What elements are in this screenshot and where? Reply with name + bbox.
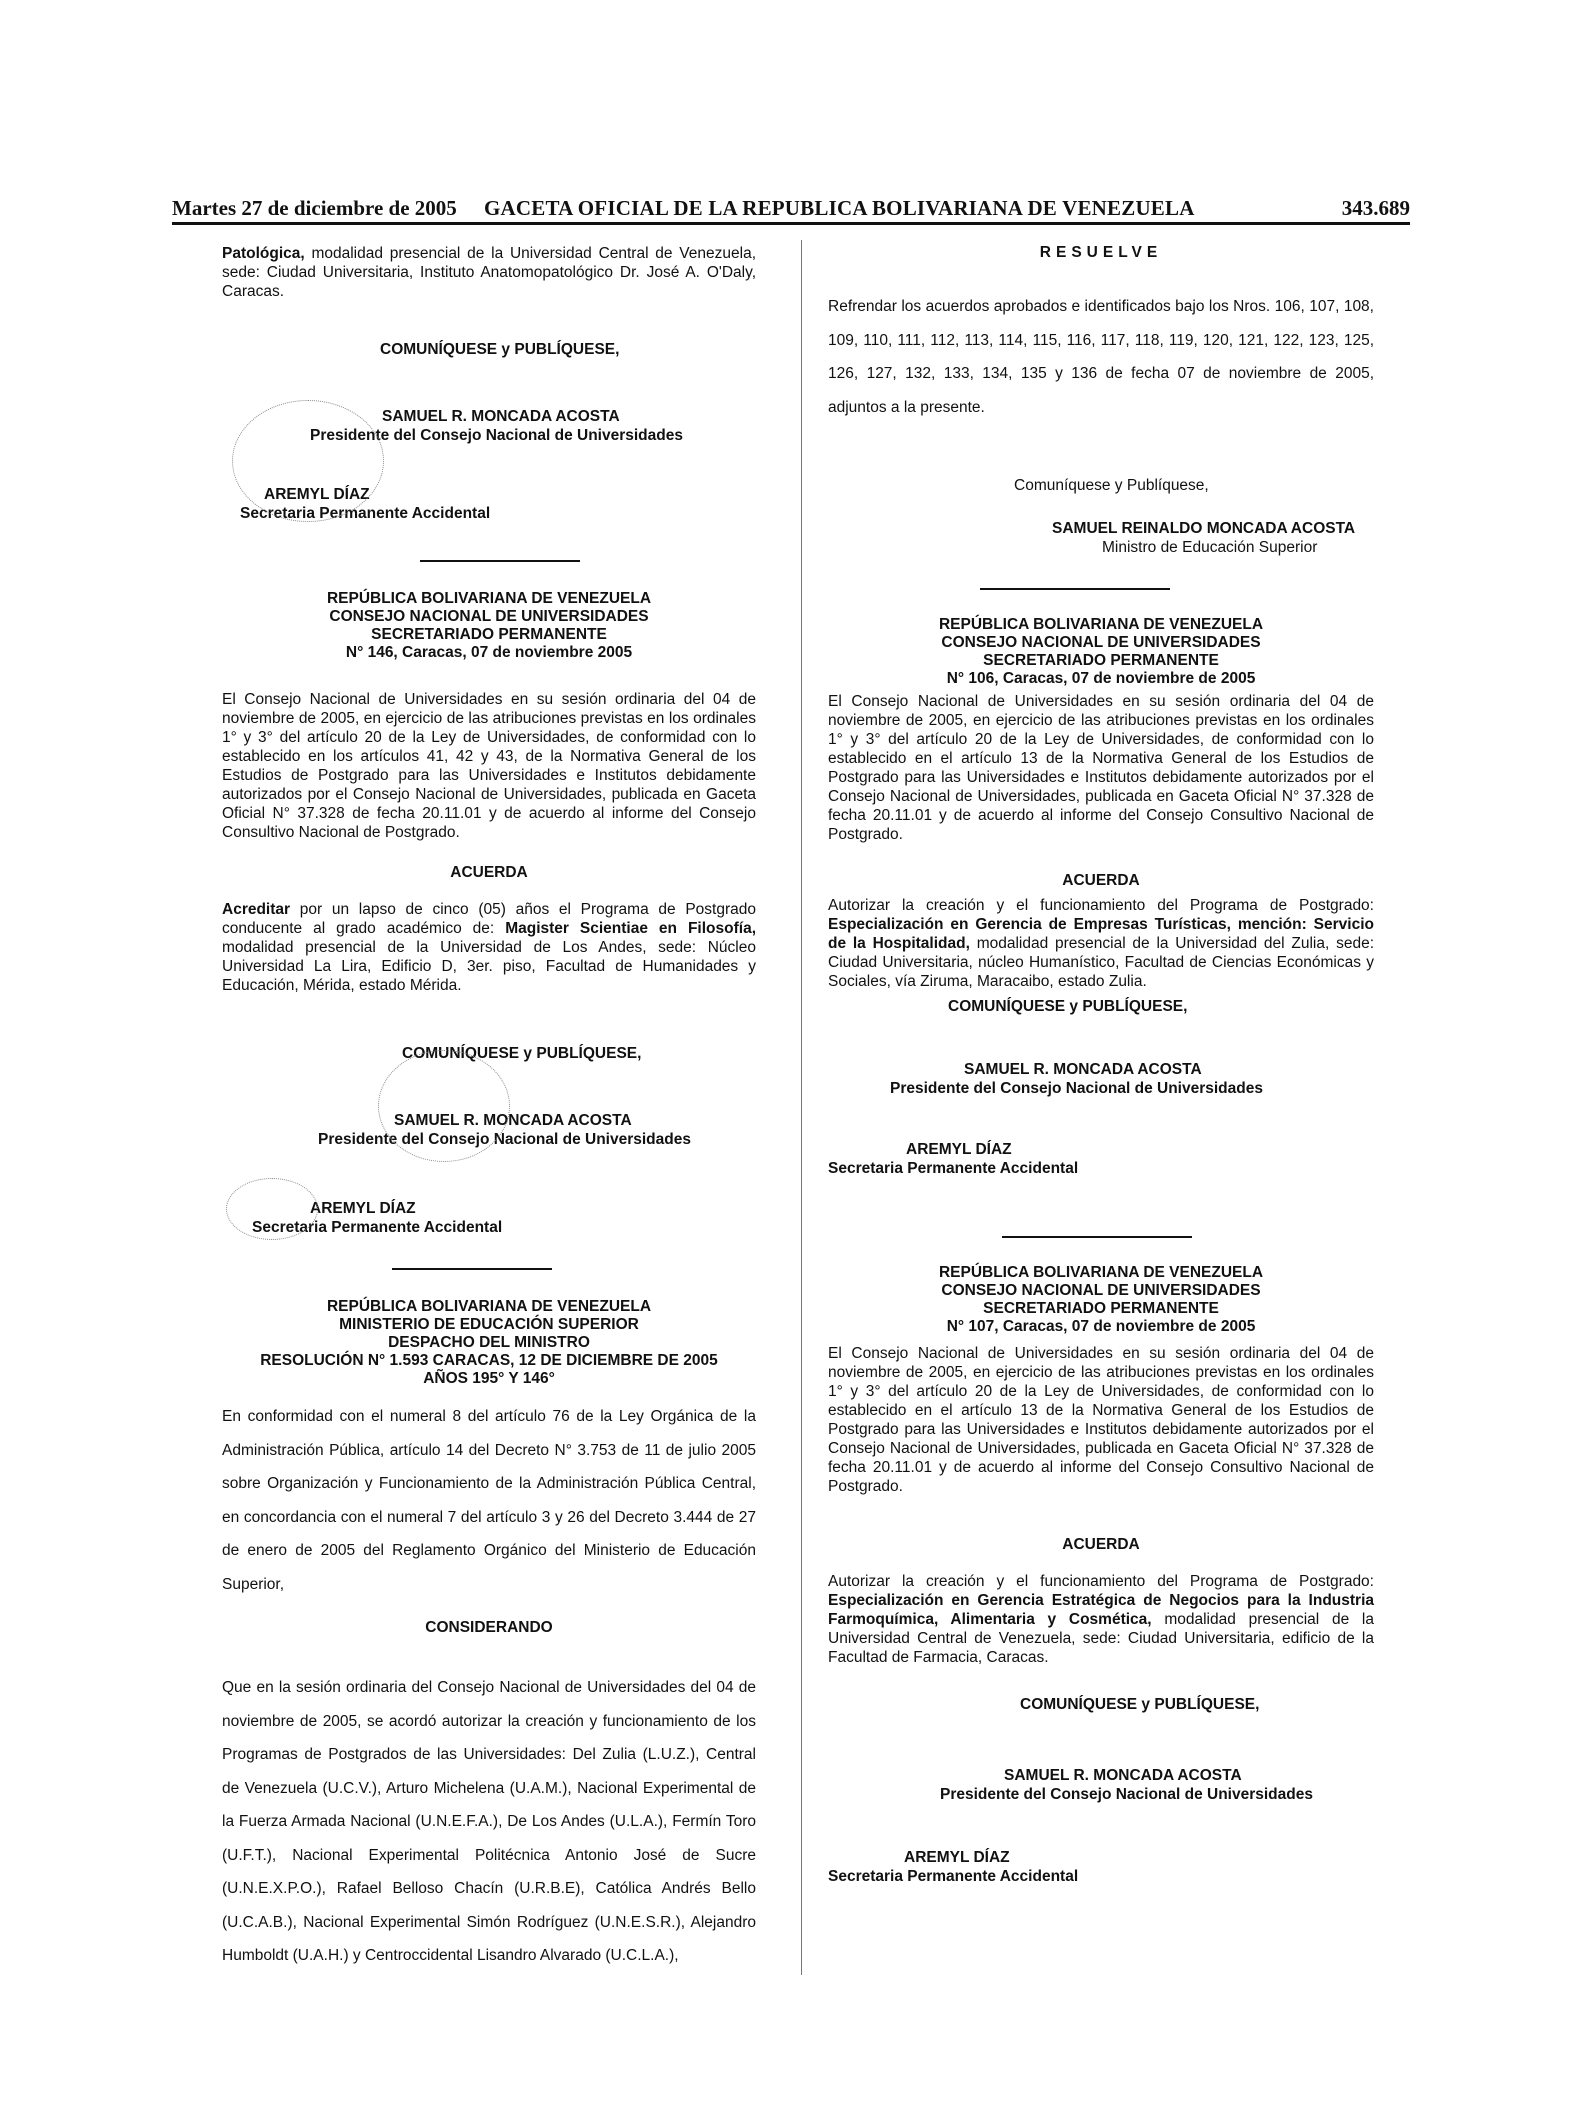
- left-column: [222, 244, 756, 301]
- res106-signer-role: Presidente del Consejo Nacional de Universidades: [890, 1080, 1263, 1097]
- res146-heading-1: REPÚBLICA BOLIVARIANA DE VENEZUELA: [326, 590, 652, 607]
- official-seal-2: [378, 1050, 510, 1162]
- res1593-heading-1: REPÚBLICA BOLIVARIANA DE VENEZUELA: [326, 1298, 652, 1315]
- res106-acuerda: ACUERDA: [1062, 872, 1140, 889]
- acr-lead: Acreditar: [222, 901, 291, 918]
- res106-auth-a: Autorizar la creación y el funcionamiento del Programa de Postgrado:: [828, 897, 1374, 914]
- considerando-heading: CONSIDERANDO: [425, 1619, 553, 1636]
- res106-program: Especialización en Gerencia de Empresas Turísticas, mención: Servicio de la Hospitalidad,: [828, 916, 1374, 952]
- page-number: 343.689: [1341, 196, 1410, 220]
- secretary-role-2: Secretaria Permanente Accidental: [252, 1219, 503, 1236]
- comuniquese-1: COMUNÍQUESE y PUBLÍQUESE,: [380, 341, 620, 358]
- official-seal-1: [232, 400, 384, 522]
- res107-comuniquese: COMUNÍQUESE y PUBLÍQUESE,: [1020, 1696, 1260, 1713]
- res106-authorization: [828, 896, 1374, 991]
- intro-lead: Patológica,: [222, 245, 305, 262]
- res146-accreditation: [222, 900, 756, 995]
- resuelve-section: [828, 244, 1374, 557]
- res1593-body: En conformidad con el numeral 8 del artículo 76 de la Ley Orgánica de la Administración Pública, artículo 14 del Decreto N° 3.753 de 11 de julio 2005 sobre Organización y Funcionamiento de la Administración Pública Central, en concordancia con el numeral 7 del artículo 3 y 26 del Decreto 3.444 de 27 de enero de 2005 del Reglamento Orgánico del Ministerio de Educación Superior,: [222, 1408, 756, 1593]
- signer-name-2: SAMUEL R. MONCADA ACOSTA: [394, 1112, 632, 1129]
- separator-rule-3: [980, 588, 1170, 590]
- res107-auth-b: modalidad presencial de la Universidad Central de Venezuela, sede: Ciudad Universitaria, edificio de la Facultad de Farmacia, Caracas.: [828, 1611, 1374, 1666]
- acr-program: Magister Scientiae en Filosofía,: [505, 920, 756, 937]
- comuniquese-minister: Comuníquese y Publíquese,: [1014, 477, 1209, 494]
- column-divider: [801, 240, 802, 1975]
- page-header: [172, 196, 1410, 225]
- res106-secretary-name: AREMYL DÍAZ: [906, 1141, 1012, 1158]
- separator-rule-4: [1002, 1236, 1192, 1238]
- official-seal-3: [226, 1178, 318, 1240]
- resolution-146: [222, 590, 756, 995]
- res1593-years: AÑOS 195° Y 146°: [423, 1370, 555, 1387]
- res106-signer-name: SAMUEL R. MONCADA ACOSTA: [964, 1061, 1202, 1078]
- res107-body: El Consejo Nacional de Universidades en su sesión ordinaria del 04 de noviembre de 2005, en ejercicio de las atribuciones previstas en los ordinales 1° y 3° del artículo 20 de la Ley de Universidades, de conformidad con lo establecido en el artículo 13 de la Normativa General de los Estudios de Postgrado para las Universidades e Institutos debidamente autorizados por el Consejo Nacional de Universidades, publicada en Gaceta Oficial N° 37.328 de fecha 20.11.01 y de acuerdo al informe del Consejo Consultivo Nacional de Postgrado.: [828, 1345, 1374, 1495]
- comuniquese-2: COMUNÍQUESE y PUBLÍQUESE,: [402, 1045, 642, 1062]
- res1593-heading-2: MINISTERIO DE EDUCACIÓN SUPERIOR: [339, 1316, 639, 1333]
- res106-auth-b: modalidad presencial de la Universidad del Zulia, sede: Ciudad Universitaria, núcleo Humanístico, Facultad de Ciencias Económicas y Sociales, vía Ziruma, Maracaibo, estado Zulia.: [828, 935, 1374, 990]
- res1593-heading-3: DESPACHO DEL MINISTRO: [388, 1334, 590, 1351]
- signer-role-1: Presidente del Consejo Nacional de Universidades: [310, 427, 683, 444]
- res107-heading-3: SECRETARIADO PERMANENTE: [983, 1300, 1219, 1317]
- minister-role: Ministro de Educación Superior: [1102, 539, 1318, 556]
- intro-text: modalidad presencial de la Universidad Central de Venezuela, sede: Ciudad Universitaria, Instituto Anatomopatológico Dr. José A. O'Daly, Caracas.: [222, 245, 756, 300]
- resuelve-text: Refrendar los acuerdos aprobados e identificados bajo los Nros. 106, 107, 108, 109, 110, 111, 112, 113, 114, 115, 116, 117, 118, 119, 120, 121, 122, 123, 125, 126, 127, 132, 133, 134, 135 y 136 de fecha 07 de noviembre de 2005, adjuntos a la presente.: [828, 298, 1374, 416]
- res146-heading-3: SECRETARIADO PERMANENTE: [371, 626, 607, 643]
- resuelve-heading: RESUELVE: [1039, 244, 1163, 261]
- res107-program: Especialización en Gerencia Estratégica de Negocios para la Industria Farmoquímica, Alimentaria y Cosmética,: [828, 1592, 1374, 1628]
- res106-heading-3: SECRETARIADO PERMANENTE: [983, 652, 1219, 669]
- res106-body: El Consejo Nacional de Universidades en su sesión ordinaria del 04 de noviembre de 2005, en ejercicio de las atribuciones previstas en los ordinales 1° y 3° del artículo 20 de la Ley de Universidades, de conformidad con lo establecido en el artículo 13 de la Normativa General de los Estudios de Postgrado para las Universidades e Institutos debidamente autorizados por el Consejo Nacional de Universidades, publicada en Gaceta Oficial N° 37.328 de fecha 20.11.01 y de acuerdo al informe del Consejo Consultivo Nacional de Postgrado.: [828, 693, 1374, 843]
- res107-secretary-name: AREMYL DÍAZ: [904, 1849, 1010, 1866]
- res107-heading-1: REPÚBLICA BOLIVARIANA DE VENEZUELA: [938, 1264, 1264, 1281]
- res107-number: N° 107, Caracas, 07 de noviembre de 2005: [946, 1318, 1256, 1335]
- resolution-1593: [222, 1298, 756, 1973]
- res1593-number: RESOLUCIÓN N° 1.593 CARACAS, 12 DE DICIEMBRE DE 2005: [260, 1352, 718, 1369]
- resolution-106: [828, 616, 1374, 1178]
- considerando-text: Que en la sesión ordinaria del Consejo Nacional de Universidades del 04 de noviembre de 2005, se acordó autorizar la creación y funcionamiento de los Programas de Postgrados de las Universidades: Del Zulia (L.U.Z.), Central de Venezuela (U.C.V.), Arturo Michelena (U.A.M.), Nacional Experimental de la Fuerza Armada Nacional (U.N.E.F.A.), De Los Andes (U.L.A.), Fermín Toro (U.F.T.), Nacional Experimental Politécnica Antonio José de Sucre (U.N.E.X.P.O.), Rafael Belloso Chacín (U.R.B.E), Católica Andrés Bello (U.C.A.B.), Nacional Experimental Simón Rodríguez (U.N.E.S.R.), Alejandro Humboldt (U.A.H.) y Centroccidental Lisandro Alvarado (U.C.L.A.),: [222, 1679, 756, 1964]
- res146-body: El Consejo Nacional de Universidades en su sesión ordinaria del 04 de noviembre de 2005, en ejercicio de las atribuciones previstas en los ordinales 1° y 3° del artículo 20 de la Ley de Universidades, de conformidad con lo establecido en los artículos 41, 42 y 43, de la Normativa General de los Estudios de Postgrado para las Universidades e Institutos debidamente autorizados por el Consejo Nacional de Universidades, publicada en Gaceta Oficial N° 37.328 de fecha 20.11.01 y de acuerdo al informe del Consejo Consultivo Nacional de Postgrado.: [222, 691, 756, 841]
- res107-authorization: [828, 1572, 1374, 1667]
- res107-secretary-role: Secretaria Permanente Accidental: [828, 1868, 1079, 1885]
- acr-text-b: modalidad presencial de la Universidad de Los Andes, sede: Núcleo Universidad La Lira, Edificio D, 3er. piso, Facultad de Humanidades y Educación, Mérida, estado Mérida.: [222, 939, 756, 994]
- res106-number: N° 106, Caracas, 07 de noviembre de 2005: [946, 670, 1256, 687]
- res146-number: N° 146, Caracas, 07 de noviembre 2005: [345, 644, 633, 661]
- res106-comuniquese: COMUNÍQUESE y PUBLÍQUESE,: [948, 998, 1188, 1015]
- minister-name: SAMUEL REINALDO MONCADA ACOSTA: [1052, 520, 1356, 537]
- intro-paragraph: [222, 244, 756, 301]
- signer-role-2: Presidente del Consejo Nacional de Universidades: [318, 1131, 691, 1148]
- res107-acuerda: ACUERDA: [1062, 1536, 1140, 1553]
- header-date: Martes 27 de diciembre de 2005: [172, 196, 457, 220]
- res106-heading-1: REPÚBLICA BOLIVARIANA DE VENEZUELA: [938, 616, 1264, 633]
- res106-heading-2: CONSEJO NACIONAL DE UNIVERSIDADES: [941, 634, 1261, 651]
- separator-rule-1: [420, 560, 580, 562]
- resolution-107: [828, 1264, 1374, 1886]
- acr-text-a: por un lapso de cinco (05) años el Programa de Postgrado conducente al grado académico de:: [222, 901, 756, 937]
- secretary-role-1: Secretaria Permanente Accidental: [240, 505, 491, 522]
- res107-signer-name: SAMUEL R. MONCADA ACOSTA: [1004, 1767, 1242, 1784]
- res106-secretary-role: Secretaria Permanente Accidental: [828, 1160, 1079, 1177]
- signer-name-1: SAMUEL R. MONCADA ACOSTA: [382, 408, 620, 425]
- res146-heading-2: CONSEJO NACIONAL DE UNIVERSIDADES: [329, 608, 649, 625]
- res107-signer-role: Presidente del Consejo Nacional de Universidades: [940, 1786, 1313, 1803]
- secretary-name-2: AREMYL DÍAZ: [310, 1200, 416, 1217]
- res107-heading-2: CONSEJO NACIONAL DE UNIVERSIDADES: [941, 1282, 1261, 1299]
- res107-auth-a: Autorizar la creación y el funcionamiento del Programa de Postgrado:: [828, 1573, 1374, 1590]
- res146-acuerda: ACUERDA: [450, 864, 528, 881]
- publication-title: GACETA OFICIAL DE LA REPUBLICA BOLIVARIANA DE VENEZUELA: [484, 196, 1195, 220]
- separator-rule-2: [392, 1268, 552, 1270]
- secretary-name-1: AREMYL DÍAZ: [264, 486, 370, 503]
